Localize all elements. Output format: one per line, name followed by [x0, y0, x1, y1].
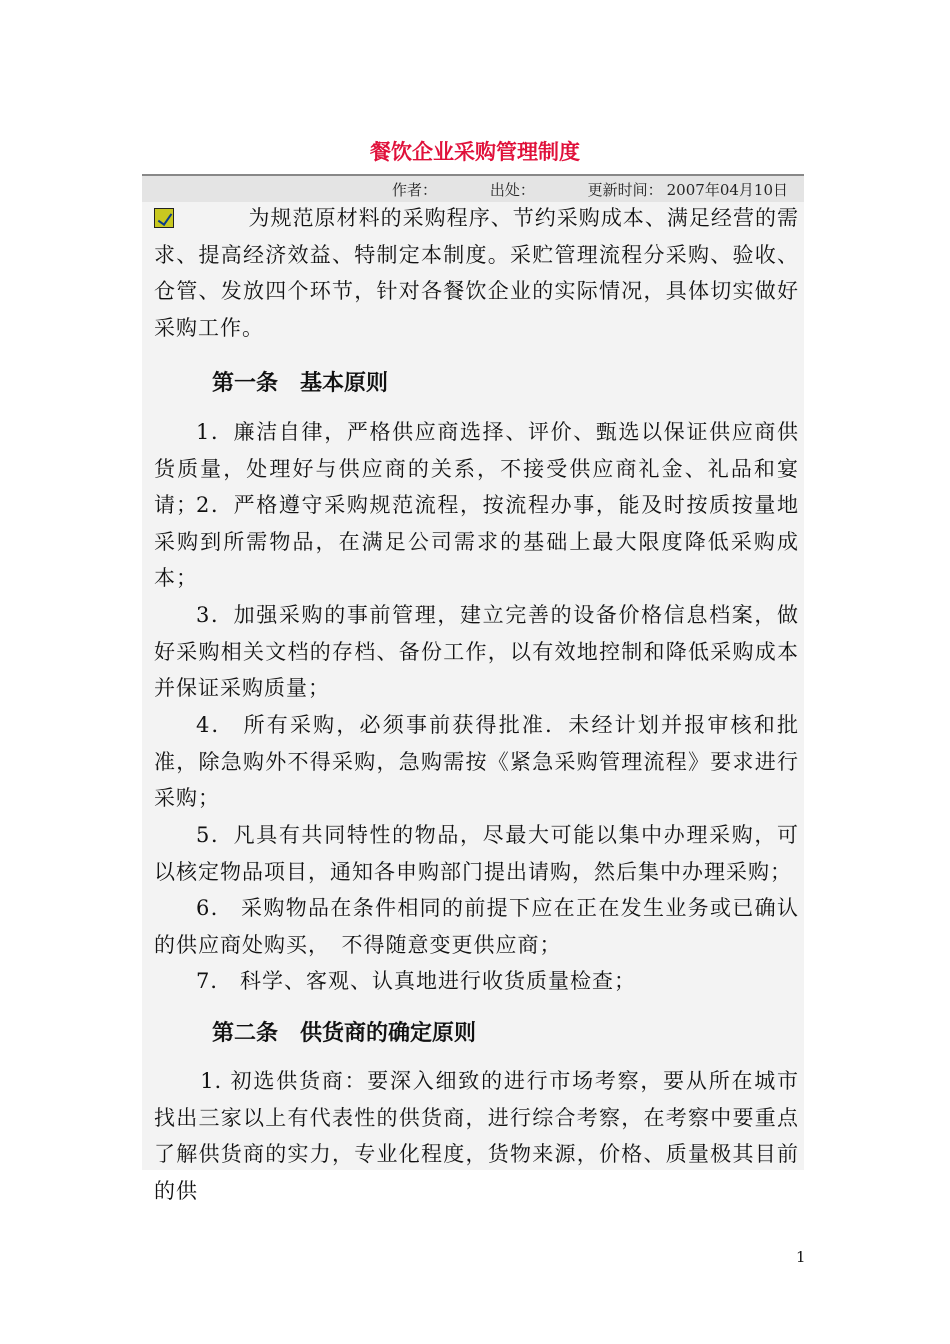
section1-item-2: 2．严格遵守采购规范流程，按流程办事，能及时按质按量地采购到所需物品，在满足公司需求的基础上最大限度降低采购成本； [154, 493, 799, 590]
section2-item-1: 1. 初选供货商：要深入细致的进行市场考察，要从所在城市找出三家以上有代表性的供货商，进行综合考察，在考察中要重点了解供货商的实力，专业化程度，货物来源，价格、质量极其目前的供 [154, 1069, 799, 1203]
intro-paragraph: 为规范原材料的采购程序、节约采购成本、满足经营的需求、提高经济效益、特制定本制度。采贮管理流程分采购、验收、仓管、发放四个环节，针对各餐饮企业的实际情况，具体切实做好采购工作。 [154, 206, 799, 340]
meta-bar [142, 176, 804, 202]
section1-item-4: 4． 所有采购，必须事前获得批准．未经计划并报审核和批准，除急购外不得采购，急购需按《紧急采购管理流程》要求进行采购； [154, 713, 799, 810]
source-label: 出处： [489, 181, 535, 199]
section1-item-3: 3．加强采购的事前管理，建立完善的设备价格信息档案，做好采购相关文档的存档、备份工作，以有效地控制和降低采购成本并保证采购质量； [154, 603, 799, 700]
updated-value: 2007年04月10日 [666, 181, 788, 199]
page-number: 1 [796, 1248, 806, 1266]
section1-item-7: 7． 科学、客观、认真地进行收货质量检查； [196, 969, 637, 993]
section2-heading: 第二条 供货商的确定原则 [212, 1021, 477, 1046]
section1-item-6: 6． 采购物品在条件相同的前提下应在正在发生业务或已确认的供应商处购买， 不得随意变更供应商； [154, 896, 799, 957]
section1-item-5: 5．凡具有共同特性的物品，尽最大可能以集中办理采购，可以核定物品项目，通知各申购部门提出请购，然后集中办理采购； [154, 823, 799, 884]
section1-heading: 第一条 基本原则 [212, 371, 389, 396]
document-title: 餐饮企业采购管理制度 [370, 140, 580, 164]
meta-info [388, 179, 788, 200]
updated-label: 更新时间： [587, 181, 663, 199]
section1-item-1: 1．廉洁自律，严格供应商选择、评价、甄选以保证供应商供货质量，处理好与供应商的关系，不接受供应商礼金、礼品和宴请； [154, 420, 799, 517]
author-label: 作者： [392, 181, 438, 199]
